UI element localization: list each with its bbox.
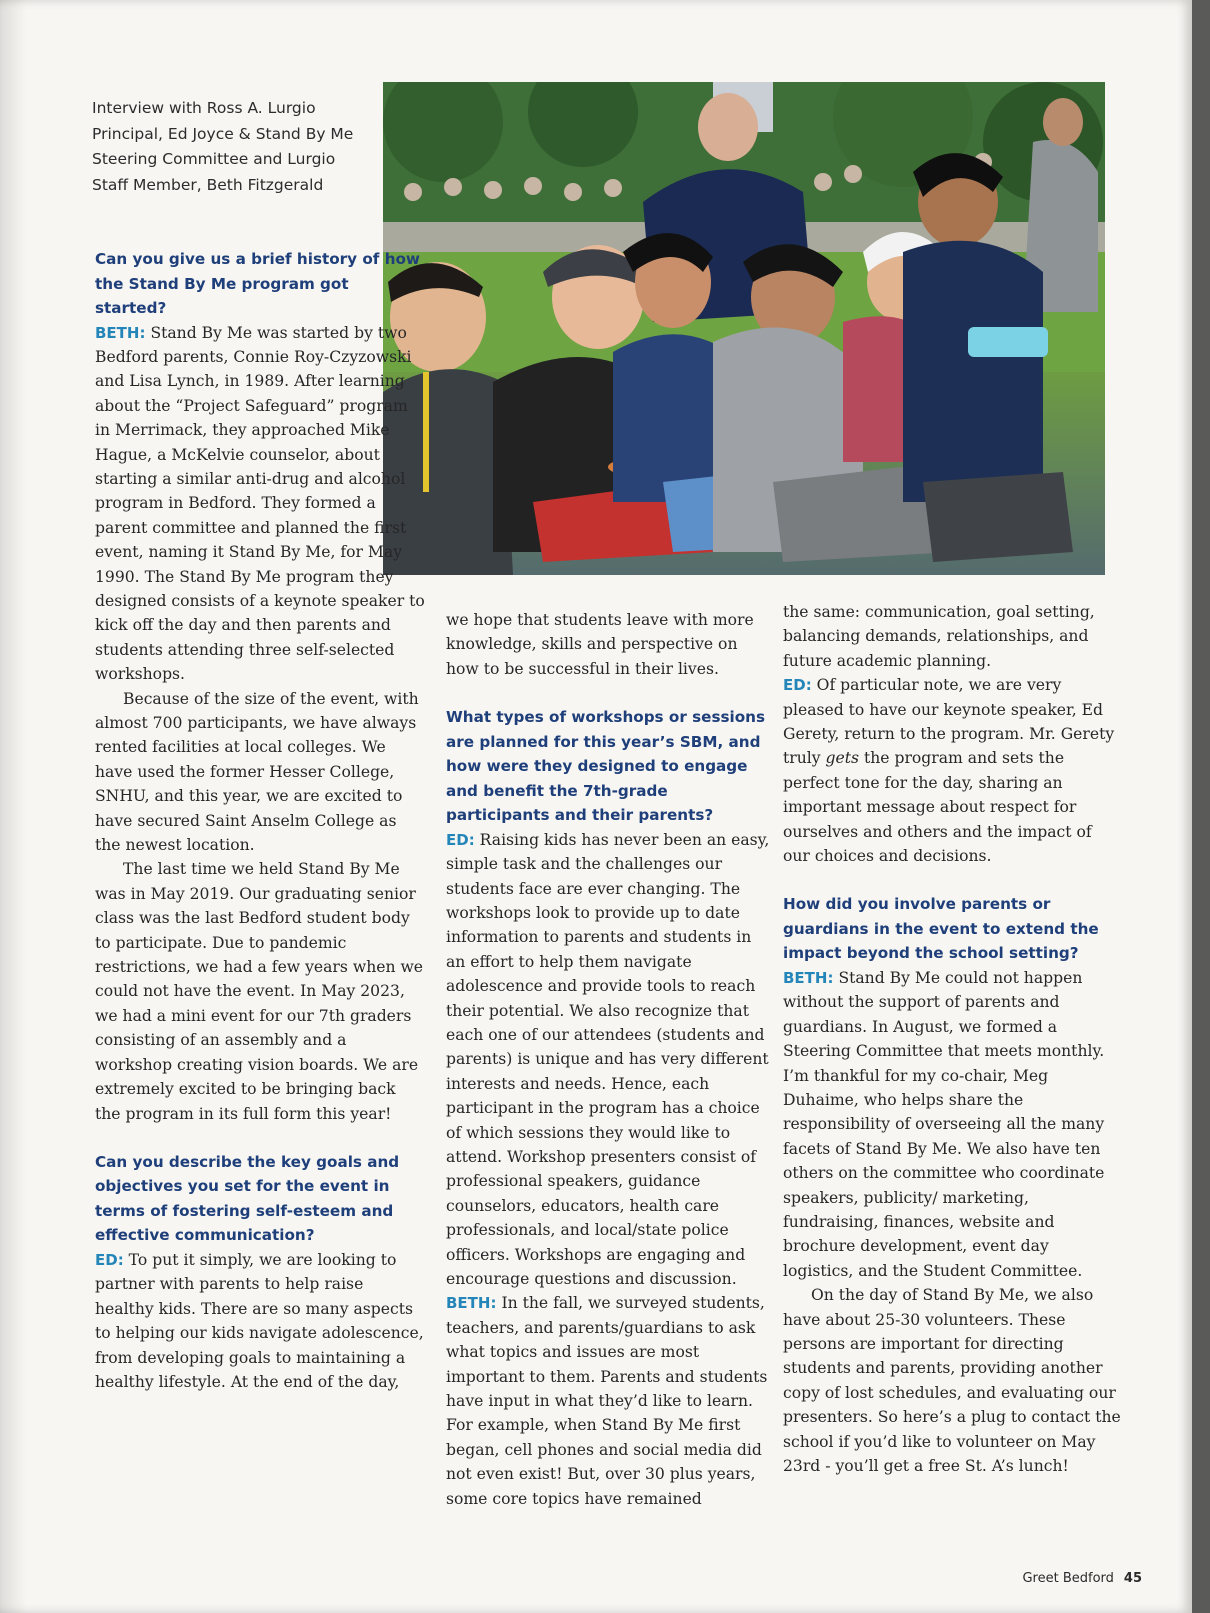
event-photo-students-eating [383, 82, 1105, 575]
speaker-label-beth: BETH: [446, 1294, 497, 1313]
article-column-3 [783, 600, 1123, 1479]
speaker-label-ed: ED: [95, 1250, 124, 1269]
answer-paragraph [446, 828, 771, 1292]
answer-paragraph: Because of the size of the event, with almost 700 participants, we have always rented facilities at local colleges. We have used the former Hesser College, SNHU, and this year, we are excited to have secured Saint Anselm College as the newest location. [95, 689, 419, 855]
speaker-label-ed: ED: [783, 676, 812, 695]
answer-paragraph [783, 673, 1123, 868]
article-column-1 [95, 247, 425, 1394]
publication-name: Greet Bedford [1022, 1571, 1114, 1586]
speaker-label-ed: ED: [446, 830, 475, 849]
page-footer [1022, 1571, 1142, 1586]
answer-paragraph: On the day of Stand By Me, we also have about 25-30 volunteers. These persons are important for directing students and parents, providing another copy of lost schedules, and evaluating our presenters. So here’s a plug to contact the school if you’d like to volunteer on May 23rd - you’ll get a free St. A’s lunch! [783, 1286, 1121, 1476]
answer-text: Raising kids has never been an easy, simple task and the challenges our students face are ever changing. The workshops look to provide up to date information to parents and students in an effort to help them navigate adolescence and provide tools to reach their potential. We also recognize that each one of our attendees (students and parents) is unique and has very different interests and needs. Hence, each participant in the program has a choice of which sessions they would like to attend. Workshop presenters consist of professional speakers, guidance counselors, educators, health care professionals, and local/state police officers. Workshops are engaging and encourage questions and discussion. [446, 830, 770, 1289]
article-column-2 [446, 608, 771, 1511]
answer-paragraph [446, 1291, 771, 1511]
question-parents: How did you involve parents or guardians in the event to extend the impact beyond the school setting? [783, 895, 1099, 963]
answer-text: Stand By Me could not happen without the support of parents and guardians. In August, we formed a Steering Committee that meets monthly. I’m thankful for my co-chair, Meg Duhaime, who helps share the responsibility of overseeing all the many facets of Stand By Me. We also have ten others on the committee who coordinate speakers, publicity/ marketing, fundraising, finances, website and brochure development, event day logistics, and the Student Committee. [783, 968, 1105, 1280]
page-number: 45 [1123, 1571, 1142, 1586]
speaker-label-beth: BETH: [95, 323, 146, 342]
interview-intro: Interview with Ross A. Lurgio Principal, Ed Joyce & Stand By Me Steering Committee and Lurgio Staff Member, Beth Fitzgerald [92, 99, 354, 194]
answer-paragraph: the same: communication, goal setting, balancing demands, relationships, and future academic planning. [783, 603, 1095, 670]
answer-paragraph [95, 321, 425, 687]
answer-paragraph [783, 966, 1123, 1283]
answer-emphasis: gets [825, 749, 860, 768]
answer-text: Of particular note, we are very pleased to have our keynote speaker, Ed Gerety, return to the program. Mr. Gerety truly [783, 676, 1115, 768]
answer-text: the program and sets the perfect tone for the day, sharing an important message about respect for ourselves and others and the impact of our choices and decisions. [783, 749, 1092, 866]
answer-paragraph: The last time we held Stand By Me was in May 2019. Our graduating senior class was the last Bedford student body to participate. Due to pandemic restrictions, we had a few years when we could not have the event. In May 2023, we had a mini event for our 7th graders consisting of an assembly and a workshop creating vision boards. We are extremely excited to be bringing back the program in its full form this year! [95, 860, 424, 1123]
answer-paragraph [95, 1248, 425, 1394]
answer-text: Stand By Me was started by two Bedford parents, Connie Roy-Czyzowski and Lisa Lynch, in 1989. After learning about the “Project Safeguard” program in Merrimack, they approached Mike Hague, a McKelvie counselor, about starting a similar anti-drug and alcohol program in Bedford. They formed a parent committee and planned the first event, naming it Stand By Me, for May 1990. The Stand By Me program they designed consists of a keynote speaker to kick off the day and then parents and students attending three self-selected workshops. [95, 323, 425, 684]
question-history: Can you give us a brief history of how the Stand By Me program got started? [95, 250, 420, 317]
answer-text: In the fall, we surveyed students, teachers, and parents/guardians to ask what topics and issues are most important to them. Parents and students have input in what they’d like to learn. For example, when Stand By Me first began, cell phones and social media did not even exist! But, over 30 plus years, some core topics have remained [446, 1294, 768, 1508]
answer-text: To put it simply, we are looking to partner with parents to help raise healthy kids. There are so many aspects to helping our kids navigate adolescence, from developing goals to maintaining a healthy lifestyle. At the end of the day, [95, 1250, 424, 1391]
question-goals: Can you describe the key goals and objectives you set for the event in terms of fostering self-esteem and effective communication? [95, 1152, 400, 1245]
question-workshops: What types of workshops or sessions are planned for this year’s SBM, and how were they designed to engage and benefit the 7th-grade participants and their parents? [446, 708, 766, 825]
speaker-label-beth: BETH: [783, 968, 834, 987]
answer-paragraph: we hope that students leave with more knowledge, skills and perspective on how to be successful in their lives. [446, 611, 754, 678]
photo-illustration [383, 82, 1105, 575]
